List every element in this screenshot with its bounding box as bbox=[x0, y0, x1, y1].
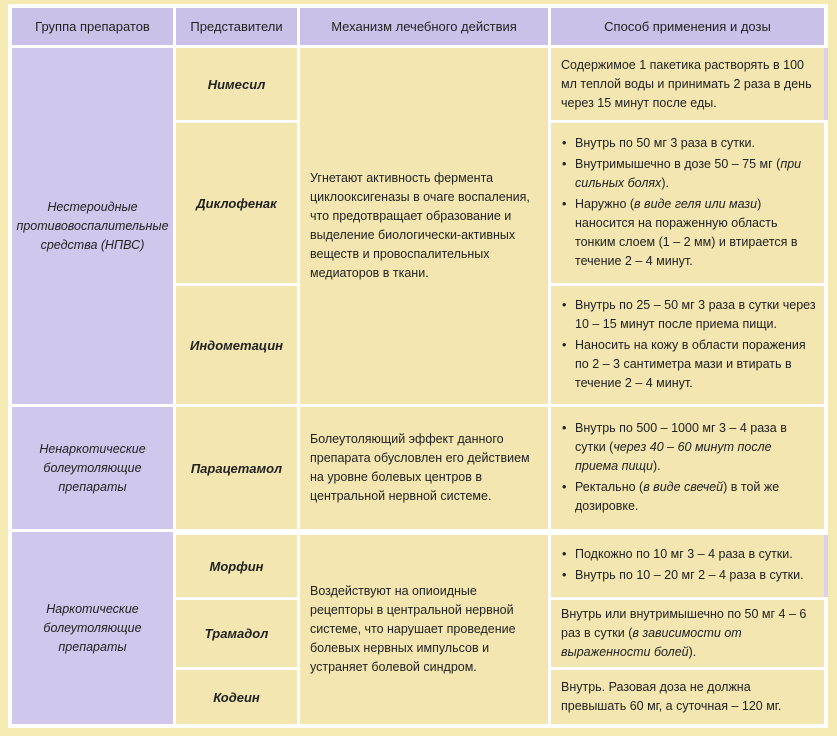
mechanism-text: Угнетают активность фермента циклооксигеназы в очаге воспаления, что предотвращает образование и выделение биологически-активных веществ и провоспалительных медиаторов в ткани. bbox=[310, 171, 530, 280]
dosage-list bbox=[561, 296, 818, 395]
drug-name: Диклофенак bbox=[196, 195, 277, 211]
mechanism-text: Болеутоляющий эффект данного препарата обусловлен его действием на уровне болевых центров в центральной нервной системе. bbox=[310, 432, 530, 503]
dosage-morphine bbox=[551, 535, 828, 597]
dosage-paracetamol bbox=[551, 407, 824, 529]
dosage-codeine bbox=[551, 670, 824, 724]
drug-name: Индометацин bbox=[189, 337, 283, 353]
header-representatives: Представители bbox=[176, 8, 297, 45]
header-group: Группа препаратов bbox=[12, 8, 173, 45]
dosage-item: • Внутримышечно в дозе 50 – 75 мг (при сильных болях). bbox=[575, 155, 818, 193]
dosage-text: Внутрь. Разовая доза не должна превышать 60 мг, а суточная – 120 мг. bbox=[561, 680, 782, 713]
dosage-text: Содержимое 1 пакетика растворять в 100 мл теплой воды и принимать 2 раза в день через 15 минут после еды. bbox=[561, 57, 812, 110]
group-label: Нестероидные противовоспалительные средства (НПВС) bbox=[16, 199, 169, 252]
drug-name: Морфин bbox=[209, 558, 264, 574]
group-nsaid bbox=[12, 48, 173, 404]
dosage-list bbox=[561, 545, 804, 587]
drug-paracetamol bbox=[176, 407, 297, 529]
dosage-indomethacin bbox=[551, 286, 824, 404]
group-narcotic bbox=[12, 532, 173, 724]
drug-name: Парацетамол bbox=[190, 460, 283, 476]
dosage-item: • Внутрь по 500 – 1000 мг 3 – 4 раза в сутки (через 40 – 60 минут после приема пищи). bbox=[575, 419, 818, 476]
mechanism-text: Воздействуют на опиоидные рецепторы в центральной нервной системе, что нарушает проведение болевых нервных импульсов и устраняет болевой синдром. bbox=[310, 584, 516, 674]
dosage-item: • Подкожно по 10 мг 3 – 4 раза в сутки. bbox=[575, 545, 804, 564]
drug-nimesil bbox=[176, 48, 297, 120]
drug-codeine bbox=[176, 670, 297, 724]
mechanism-narcotic bbox=[300, 535, 548, 724]
drug-diclofenac bbox=[176, 123, 297, 283]
mechanism-non-narcotic bbox=[300, 407, 548, 529]
mechanism-nsaid bbox=[300, 48, 548, 404]
group-non-narcotic bbox=[12, 407, 173, 529]
dosage-item: • Внутрь по 25 – 50 мг 3 раза в сутки через 10 – 15 минут после приема пищи. bbox=[575, 296, 818, 334]
dosage-item: • Наружно (в виде геля или мази) наносится на пораженную область тонким слоем (1 – 2 мм) и втирается в течение 2 – 4 минут. bbox=[575, 195, 818, 271]
dosage-text: Внутрь или внутримышечно по 50 мг 4 – 6 раз в сутки (в зависимости от выраженности болей). bbox=[561, 607, 807, 659]
dosage-item: • Внутрь по 50 мг 3 раза в сутки. bbox=[575, 134, 818, 153]
dosage-tramadol bbox=[551, 600, 824, 667]
group-label: Ненаркотические болеутоляющие препараты bbox=[39, 441, 146, 494]
dosage-nimesil bbox=[551, 48, 828, 120]
dosage-item: • Ректально (в виде свечей) в той же дозировке. bbox=[575, 478, 818, 516]
dosage-diclofenac bbox=[551, 123, 824, 283]
group-label: Наркотические болеутоляющие препараты bbox=[43, 601, 142, 654]
dosage-item: • Внутрь по 10 – 20 мг 2 – 4 раза в сутки. bbox=[575, 566, 804, 585]
dosage-item: • Наносить на кожу в области поражения по 2 – 3 сантиметра мази и втирать в течение 2 – 4 минут. bbox=[575, 336, 818, 393]
header-dosage: Способ применения и дозы bbox=[551, 8, 824, 45]
header-mechanism: Механизм лечебного действия bbox=[300, 8, 548, 45]
drug-table bbox=[8, 4, 828, 728]
dosage-list bbox=[561, 419, 818, 518]
drug-name: Трамадол bbox=[204, 626, 269, 641]
drug-name: Нимесил bbox=[207, 76, 266, 92]
dosage-list bbox=[561, 134, 818, 273]
drug-tramadol bbox=[176, 600, 297, 667]
drug-name: Кодеин bbox=[213, 689, 260, 705]
drug-indomethacin bbox=[176, 286, 297, 404]
drug-morphine bbox=[176, 535, 297, 597]
